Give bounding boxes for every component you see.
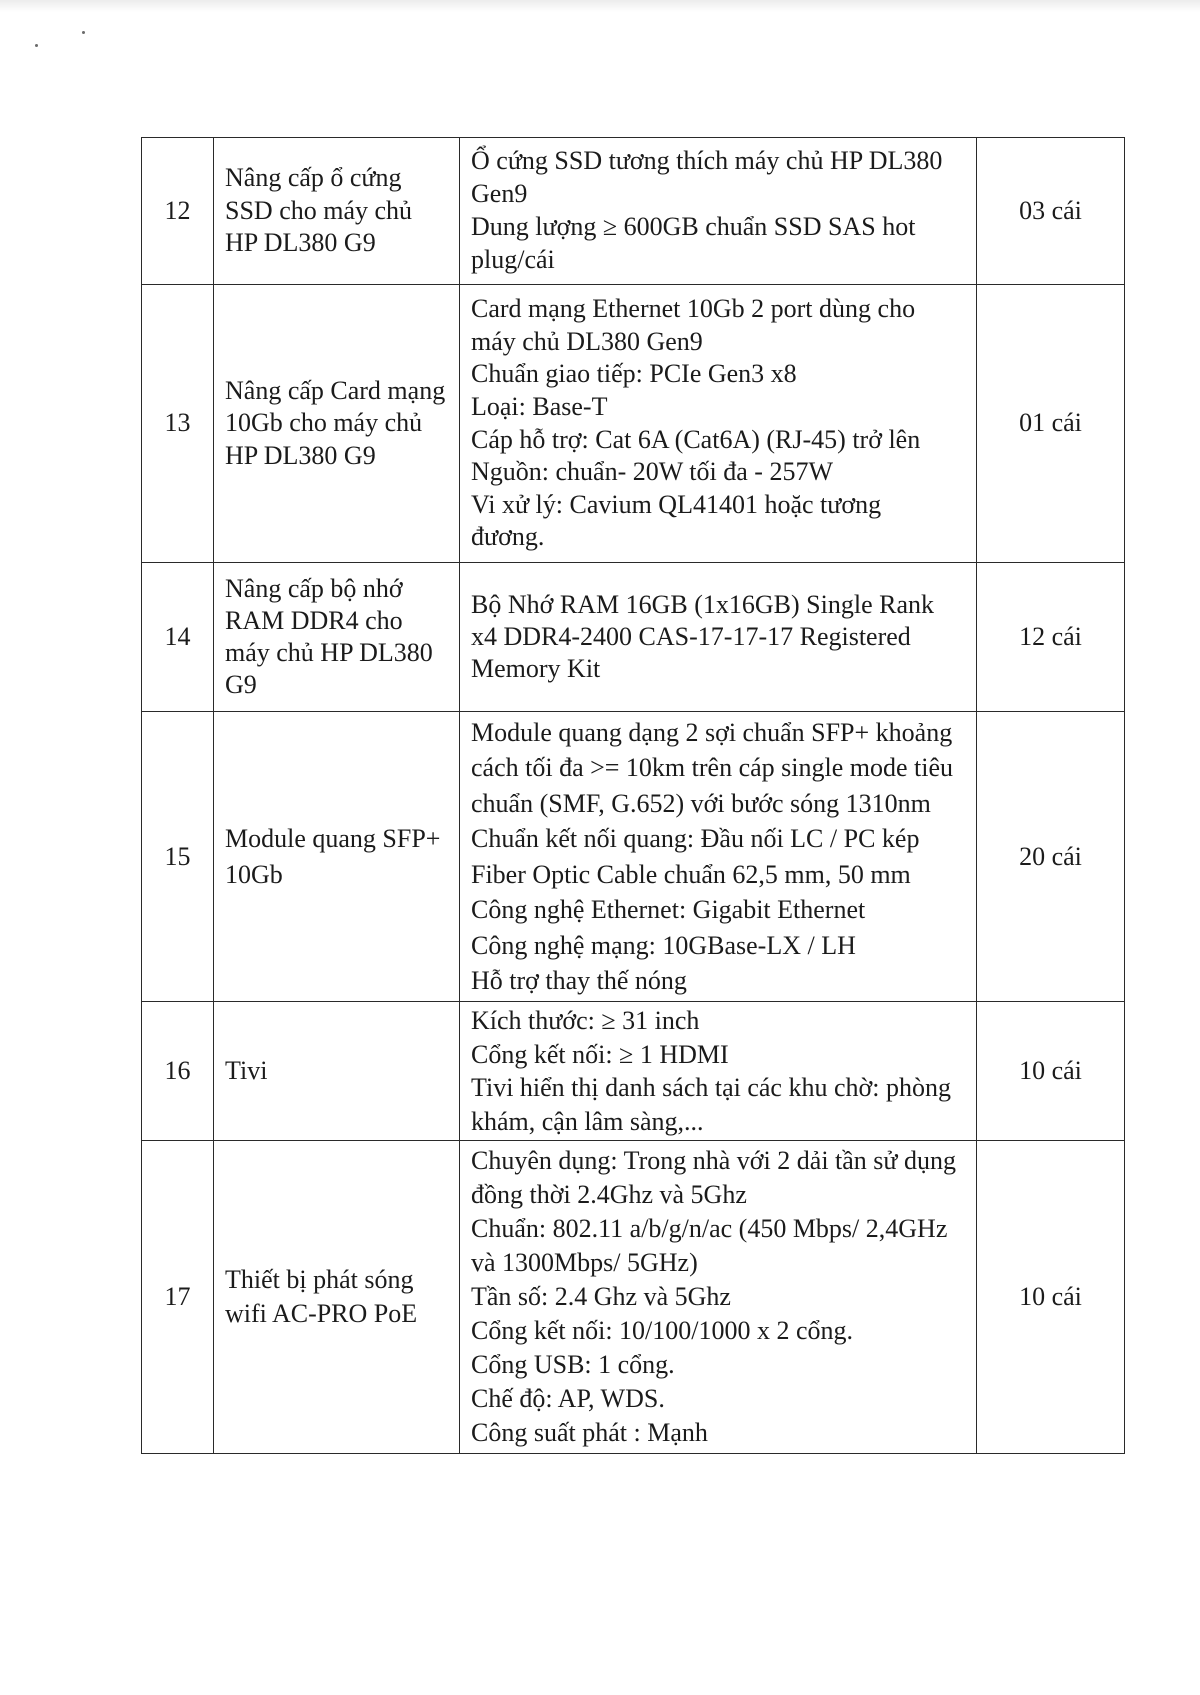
spec-line: Tần số: 2.4 Ghz và 5Ghz (471, 1282, 731, 1311)
item-name-line: wifi AC-PRO PoE (225, 1299, 418, 1328)
spec-line: Công nghệ Ethernet: Gigabit Ethernet (471, 895, 866, 924)
item-number-cell (142, 712, 214, 1002)
table-row (142, 712, 1125, 1002)
quantity: 01 cái (1019, 408, 1082, 438)
item-name-line: Nâng cấp ổ cứng (225, 162, 402, 192)
spec-line: Cổng USB: 1 cổng. (471, 1350, 675, 1379)
table-row (142, 563, 1125, 712)
item-spec-cell (460, 712, 977, 1002)
item-number: 14 (164, 622, 191, 651)
quantity: 12 cái (1019, 622, 1082, 651)
equipment-spec-table (141, 137, 1125, 1454)
item-name-line: Tivi (225, 1056, 268, 1086)
quantity-cell (977, 285, 1125, 563)
item-name-cell (214, 1141, 460, 1454)
spec-line: Gen9 (471, 179, 528, 209)
spec-line: Nguồn: chuẩn- 20W tối đa - 257W (471, 457, 833, 487)
item-name-line: máy chủ HP DL380 (225, 638, 433, 667)
item-name-line: SSD cho máy chủ (225, 195, 413, 225)
item-name-line: Nâng cấp bộ nhớ (225, 574, 403, 603)
quantity-cell (977, 1002, 1125, 1141)
spec-line: Công suất phát : Mạnh (471, 1418, 708, 1447)
item-number: 13 (164, 408, 191, 438)
quantity: 10 cái (1019, 1282, 1082, 1311)
spec-line: đồng thời 2.4Ghz và 5Ghz (471, 1180, 747, 1209)
scan-speck (35, 44, 38, 47)
item-name-line: Module quang SFP+ (225, 824, 441, 853)
item-name-line: 10Gb (225, 859, 283, 889)
spec-line: Bộ Nhớ RAM 16GB (1x16GB) Single Rank (471, 590, 934, 619)
spec-line: Dung lượng ≥ 600GB chuẩn SSD SAS hot (471, 212, 916, 241)
item-name-line: Thiết bị phát sóng (225, 1265, 414, 1294)
quantity-cell (977, 1141, 1125, 1454)
spec-line: Hỗ trợ thay thế nóng (471, 966, 687, 995)
item-name-line: Nâng cấp Card mạng (225, 375, 446, 405)
table-row (142, 285, 1125, 563)
spec-line: Fiber Optic Cable chuẩn 62,5 mm, 50 mm (471, 859, 911, 889)
spec-line: Card mạng Ethernet 10Gb 2 port dùng cho (471, 294, 916, 324)
spec-line: x4 DDR4-2400 CAS-17-17-17 Registered (471, 622, 911, 651)
quantity: 20 cái (1019, 841, 1082, 871)
item-number-cell (142, 1141, 214, 1454)
item-number-cell (142, 138, 214, 285)
item-number-cell (142, 285, 214, 563)
item-spec-cell (460, 138, 977, 285)
quantity: 03 cái (1019, 195, 1082, 225)
item-name-line: RAM DDR4 cho (225, 606, 403, 635)
item-name-line: G9 (225, 670, 257, 699)
spec-line: và 1300Mbps/ 5GHz) (471, 1248, 698, 1277)
item-name-cell (214, 712, 460, 1002)
spec-line: cách tối đa >= 10km trên cáp single mode tiêu (471, 753, 954, 782)
item-spec-cell (460, 1002, 977, 1141)
quantity: 10 cái (1019, 1056, 1082, 1086)
table-row (142, 1141, 1125, 1454)
item-name-cell (214, 138, 460, 285)
spec-line: Chế độ: AP, WDS. (471, 1384, 665, 1413)
spec-line: máy chủ DL380 Gen9 (471, 326, 703, 356)
spec-line: plug/cái (471, 244, 555, 274)
scan-speck (82, 31, 85, 34)
spec-line: Chuẩn giao tiếp: PCIe Gen3 x8 (471, 359, 797, 389)
item-name-cell (214, 285, 460, 563)
quantity-cell (977, 563, 1125, 712)
item-name-line: 10Gb cho máy chủ (225, 408, 423, 438)
spec-line: Ổ cứng SSD tương thích máy chủ HP DL380 (471, 146, 943, 176)
item-number-cell (142, 563, 214, 712)
spec-line: Module quang dạng 2 sợi chuẩn SFP+ khoảng (471, 717, 953, 747)
spec-line: đương. (471, 522, 545, 552)
quantity-cell (977, 712, 1125, 1002)
spec-line: Chuẩn: 802.11 a/b/g/n/ac (450 Mbps/ 2,4GHz (471, 1214, 948, 1243)
table-row (142, 1002, 1125, 1141)
spec-line: chuẩn (SMF, G.652) với bước sóng 1310nm (471, 788, 931, 818)
spec-line: Cổng kết nối: ≥ 1 HDMI (471, 1039, 729, 1069)
spec-line: Công nghệ mạng: 10GBase-LX / LH (471, 930, 856, 960)
item-name-line: HP DL380 G9 (225, 440, 376, 470)
item-name-cell (214, 1002, 460, 1141)
spec-line: Vi xử lý: Cavium QL41401 hoặc tương (471, 489, 882, 519)
spec-line: Tivi hiển thị danh sách tại các khu chờ: phòng (471, 1073, 951, 1102)
spec-line: Memory Kit (471, 654, 601, 683)
quantity-cell (977, 138, 1125, 285)
item-name-line: HP DL380 G9 (225, 228, 376, 258)
spec-line: khám, cận lâm sàng,... (471, 1106, 704, 1136)
spec-line: Kích thước: ≥ 31 inch (471, 1006, 700, 1035)
scan-shadow (0, 0, 1200, 12)
item-spec-cell (460, 285, 977, 563)
item-number: 16 (164, 1056, 191, 1086)
item-number: 15 (164, 841, 191, 871)
item-name-cell (214, 563, 460, 712)
item-number: 12 (164, 195, 191, 225)
item-number: 17 (164, 1282, 191, 1311)
spec-line: Chuyên dụng: Trong nhà với 2 dải tần sử dụng (471, 1146, 957, 1175)
item-number-cell (142, 1002, 214, 1141)
table-row (142, 138, 1125, 285)
item-spec-cell (460, 1141, 977, 1454)
spec-line: Loại: Base-T (471, 391, 608, 421)
spec-line: Cổng kết nối: 10/100/1000 x 2 cổng. (471, 1316, 854, 1345)
spec-line: Cáp hỗ trợ: Cat 6A (Cat6A) (RJ-45) trở lên (471, 424, 921, 454)
spec-line: Chuẩn kết nối quang: Đầu nối LC / PC kép (471, 824, 920, 853)
item-spec-cell (460, 563, 977, 712)
